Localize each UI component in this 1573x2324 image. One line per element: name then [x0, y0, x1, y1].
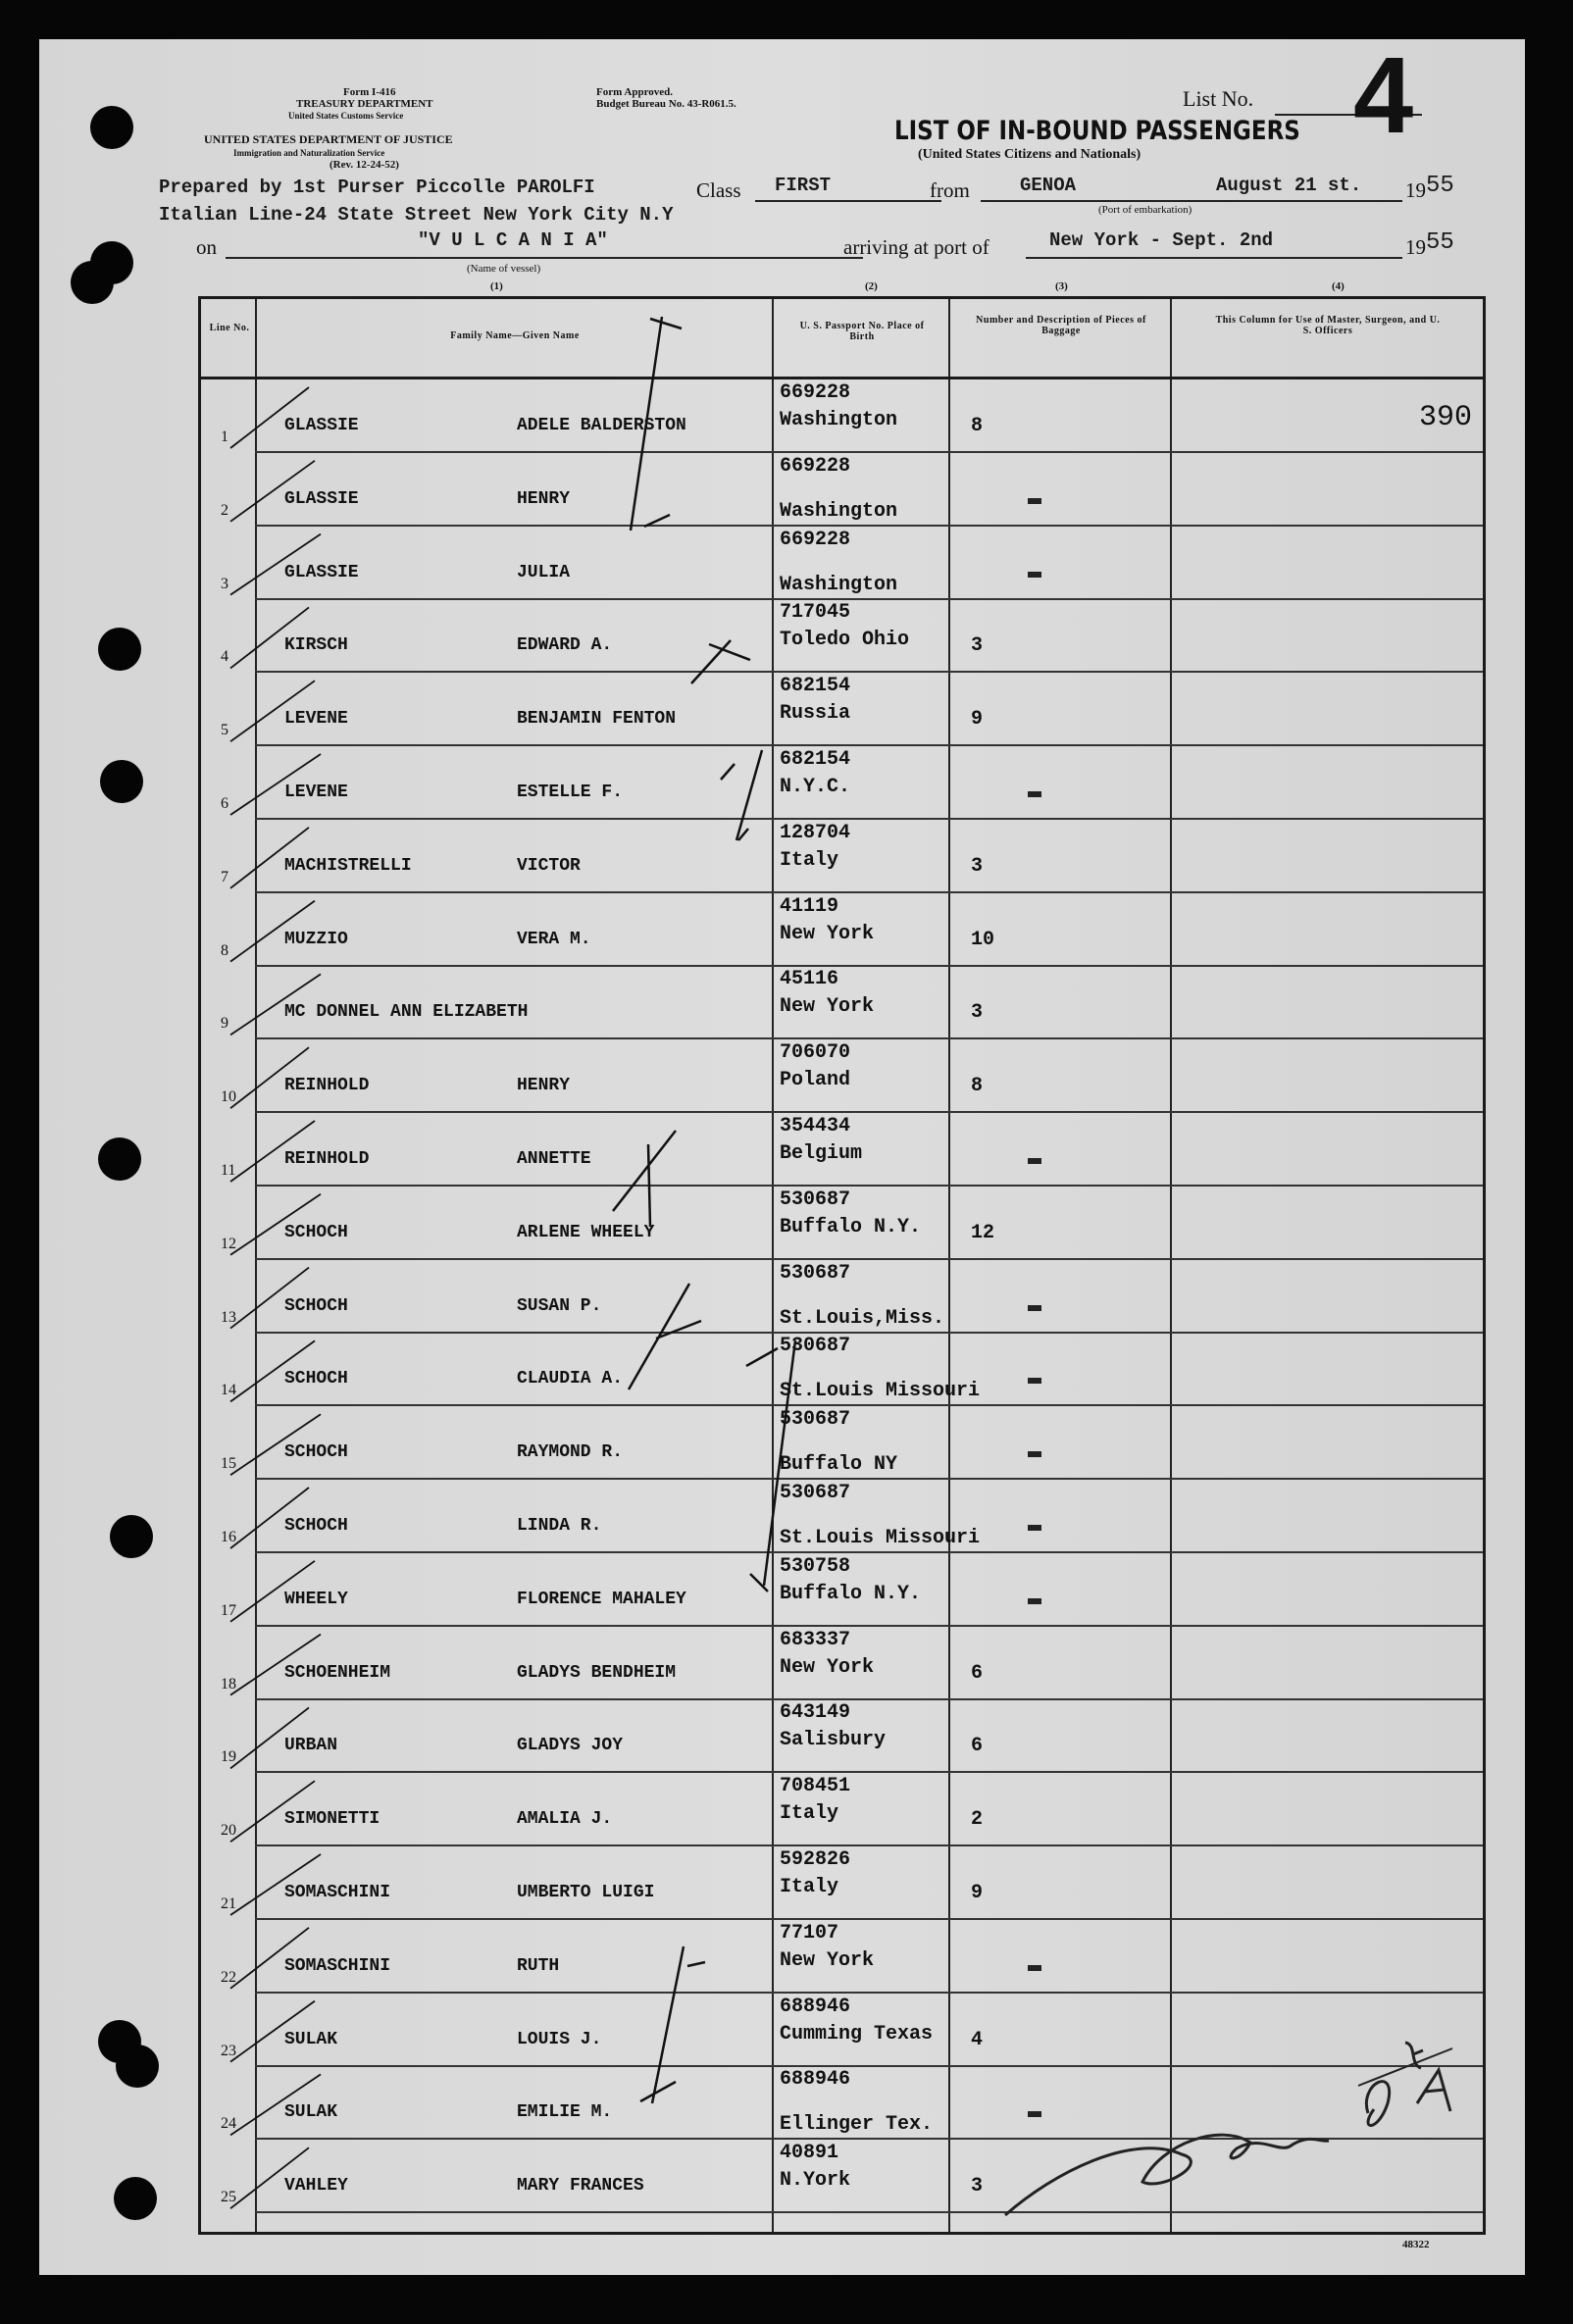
line-number: 5	[221, 722, 228, 739]
class-underline	[755, 200, 941, 202]
binder-hole	[116, 2045, 159, 2088]
family-name: WHEELY	[284, 1589, 348, 1609]
family-name: GLASSIE	[284, 562, 359, 582]
given-name: RUTH	[517, 1955, 560, 1976]
binder-hole	[98, 628, 141, 671]
from-label: from	[930, 178, 970, 202]
family-name: GLASSIE	[284, 416, 359, 435]
place-of-birth: Washington	[780, 409, 898, 431]
passport-number: 592826	[780, 1848, 851, 1871]
baggage-count: 6	[971, 1735, 984, 1758]
place-of-birth: St.Louis,Miss.	[780, 1306, 945, 1330]
line-number: 13	[221, 1308, 236, 1326]
place-of-birth: New York	[780, 995, 875, 1019]
baggage-count: 4	[971, 2028, 984, 2051]
place-of-birth: Italy	[780, 1802, 839, 1826]
given-name: ESTELLE F.	[517, 783, 624, 802]
line-number: 12	[221, 1235, 236, 1252]
line-number: 8	[221, 941, 228, 959]
place-of-birth: Russia	[780, 702, 851, 726]
department-of-justice: UNITED STATES DEPARTMENT OF JUSTICE	[204, 132, 453, 146]
place-of-birth: Poland	[780, 1069, 851, 1092]
budget-bureau: Budget Bureau No. 43-R061.5.	[596, 98, 736, 110]
given-name: ADELE BALDERSTON	[517, 416, 686, 435]
given-name: ANNETTE	[517, 1149, 591, 1169]
passenger-table	[198, 296, 1486, 2235]
baggage-count: 3	[971, 2175, 984, 2198]
family-name: SCHOCH	[284, 1442, 348, 1463]
line-number: 24	[221, 2115, 236, 2133]
family-name: SOMASCHINI	[284, 1883, 391, 1902]
arriving-label: arriving at port of	[843, 235, 989, 259]
form-number: Form I-416	[343, 86, 396, 98]
place-of-birth: St.Louis Missouri	[780, 1527, 981, 1549]
given-name: LOUIS J.	[517, 2029, 602, 2049]
on-label: on	[196, 235, 217, 259]
baggage-count: 8	[971, 1075, 984, 1098]
family-name: SCHOCH	[284, 1516, 348, 1536]
baggage-count: 3	[971, 854, 984, 878]
baggage-count: 2	[971, 1808, 984, 1832]
binder-hole	[90, 241, 133, 284]
given-name: VICTOR	[517, 855, 581, 876]
baggage-count: 12	[971, 1221, 995, 1244]
passport-number: 682154	[780, 675, 851, 698]
list-no-label: List No.	[1183, 86, 1254, 111]
passport-number: 683337	[780, 1628, 851, 1651]
col-num-2: (2)	[865, 280, 878, 292]
from-underline	[981, 200, 1402, 202]
baggage-count: 6	[971, 1661, 984, 1685]
baggage-count: 8	[971, 415, 984, 437]
signature-image	[201, 299, 1483, 2232]
passport-number: 530687	[780, 1408, 851, 1432]
place-of-birth: Toledo Ohio	[780, 629, 910, 652]
vessel-name: "V U L C A N I A"	[418, 229, 608, 251]
family-name: KIRSCH	[284, 635, 348, 656]
binder-hole	[110, 1515, 153, 1558]
place-of-birth: Washington	[780, 573, 898, 596]
passport-number: 682154	[780, 748, 851, 771]
family-name: MACHISTRELLI	[284, 855, 412, 876]
given-name: UMBERTO LUIGI	[517, 1883, 655, 1902]
col-header-name: Family Name—Given Name	[450, 330, 580, 341]
line-number: 9	[221, 1015, 228, 1033]
place-of-birth: New York	[780, 1655, 875, 1679]
family-name: SOMASCHINI	[284, 1955, 391, 1976]
place-of-birth: St.Louis Missouri	[780, 1380, 981, 1403]
passport-number: 40891	[780, 2142, 839, 2165]
passport-number: 717045	[780, 601, 851, 625]
passport-number: 706070	[780, 1041, 851, 1065]
line-number: 11	[221, 1162, 236, 1179]
binder-hole	[114, 2177, 157, 2220]
given-name: VERA M.	[517, 929, 591, 949]
ins-label: Immigration and Naturalization Service	[233, 148, 385, 158]
given-name: HENRY	[517, 488, 571, 509]
manifest-page	[39, 35, 1525, 2275]
place-of-birth: N.York	[780, 2169, 851, 2193]
place-of-birth: Belgium	[780, 1142, 863, 1165]
family-name: SCHOCH	[284, 1295, 348, 1316]
passport-number: 41119	[780, 894, 839, 918]
passport-number: 669228	[780, 454, 851, 478]
line-number: 22	[221, 1968, 236, 1986]
form-footer-number: 48322	[1402, 2239, 1430, 2250]
arrival-underline	[1026, 257, 1402, 259]
place-of-birth: Buffalo NY	[780, 1453, 898, 1477]
family-name: MC DONNEL ANN ELIZABETH	[284, 1002, 529, 1023]
passport-number: 669228	[780, 381, 851, 404]
passport-number: 128704	[780, 821, 851, 844]
given-name: SUSAN P.	[517, 1295, 602, 1316]
passport-number: 530687	[780, 1335, 851, 1358]
family-name: REINHOLD	[284, 1149, 370, 1169]
col-num-3: (3)	[1055, 280, 1068, 292]
given-name: HENRY	[517, 1076, 571, 1096]
line-number: 2	[221, 501, 228, 519]
family-name: SIMONETTI	[284, 1809, 381, 1830]
given-name: GLADYS JOY	[517, 1736, 624, 1756]
treasury-department: TREASURY DEPARTMENT	[296, 98, 433, 110]
col-header-passport: U. S. Passport No. Place of Birth	[799, 321, 925, 342]
given-name: AMALIA J.	[517, 1809, 613, 1830]
passport-number: 688946	[780, 1995, 851, 2018]
family-name: SULAK	[284, 2029, 338, 2049]
official-number: 390	[1419, 401, 1473, 434]
customs-service: United States Customs Service	[288, 111, 404, 121]
prepared-by: Prepared by 1st Purser Piccolle PAROLFI	[159, 177, 595, 198]
vessel-caption: (Name of vessel)	[467, 263, 541, 275]
given-name: RAYMOND R.	[517, 1442, 624, 1463]
year-1-suffix: 55	[1426, 173, 1454, 199]
family-name: LEVENE	[284, 709, 348, 730]
family-name: LEVENE	[284, 783, 348, 802]
baggage-count: 10	[971, 928, 995, 951]
place-of-birth: Buffalo N.Y.	[780, 1582, 922, 1605]
passport-number: 688946	[780, 2068, 851, 2092]
given-name: MARY FRANCES	[517, 2176, 644, 2197]
given-name: EMILIE M.	[517, 2102, 613, 2123]
col-num-1: (1)	[490, 280, 503, 292]
line-number: 19	[221, 1748, 236, 1766]
line-number: 7	[221, 868, 228, 885]
line-number: 6	[221, 795, 228, 812]
line-number: 20	[221, 1822, 236, 1840]
passport-number: 530687	[780, 1482, 851, 1504]
passport-number: 708451	[780, 1775, 851, 1798]
given-name: FLORENCE MAHALEY	[517, 1589, 686, 1609]
manifest-subtitle: (United States Citizens and Nationals)	[918, 147, 1142, 162]
line-number: 4	[221, 648, 228, 666]
family-name: SCHOCH	[284, 1369, 348, 1389]
year-2-suffix: 55	[1426, 229, 1454, 256]
line-number: 16	[221, 1529, 236, 1545]
col-header-line-no: Line No.	[209, 323, 250, 333]
given-name: LINDA R.	[517, 1516, 602, 1536]
passport-number: 530687	[780, 1261, 851, 1285]
place-of-birth: New York	[780, 922, 875, 945]
col-header-officers: This Column for Use of Master, Surgeon, and U. S. Officers	[1215, 315, 1441, 336]
given-name: EDWARD A.	[517, 635, 613, 656]
line-number: 18	[221, 1675, 236, 1692]
line-number: 25	[221, 2189, 236, 2206]
given-name: CLAUDIA A.	[517, 1369, 624, 1389]
place-of-birth: Italy	[780, 848, 839, 872]
place-of-birth: Buffalo N.Y.	[780, 1215, 922, 1238]
year-2: 19	[1405, 235, 1426, 259]
passport-number: 643149	[780, 1701, 851, 1725]
family-name: REINHOLD	[284, 1076, 370, 1096]
arrival-port: New York - Sept. 2nd	[1049, 229, 1274, 251]
family-name: GLASSIE	[284, 488, 359, 509]
passport-number: 669228	[780, 528, 851, 551]
baggage-count: 3	[971, 634, 984, 658]
place-of-birth: Washington	[780, 499, 898, 523]
passport-number: 530687	[780, 1187, 851, 1211]
given-name: BENJAMIN FENTON	[517, 709, 677, 730]
depart-date: August 21 st.	[1216, 175, 1362, 196]
year-1: 19	[1405, 178, 1426, 202]
vessel-underline	[226, 257, 863, 259]
family-name: VAHLEY	[284, 2176, 348, 2197]
line-number: 15	[221, 1455, 236, 1473]
col-num-4: (4)	[1332, 280, 1345, 292]
place-of-birth: Ellinger Tex.	[780, 2113, 934, 2137]
line-number: 3	[221, 575, 228, 592]
passport-number: 530758	[780, 1554, 851, 1578]
line-number: 21	[221, 1895, 236, 1912]
line-number: 1	[221, 429, 228, 445]
col-header-baggage: Number and Description of Pieces of Baggage	[976, 315, 1146, 336]
baggage-count: 3	[971, 1001, 984, 1025]
given-name: JULIA	[517, 562, 571, 582]
place-of-birth: Italy	[780, 1876, 839, 1898]
line-number: 14	[221, 1382, 236, 1399]
place-of-birth: N.Y.C.	[780, 776, 851, 798]
family-name: SCHOCH	[284, 1222, 348, 1242]
family-name: SULAK	[284, 2102, 338, 2123]
form-approved: Form Approved.	[596, 86, 674, 98]
place-of-birth: Salisbury	[780, 1729, 887, 1752]
port-embarkation-caption: (Port of embarkation)	[1098, 204, 1192, 216]
binder-hole	[90, 106, 133, 149]
place-of-birth: New York	[780, 1948, 875, 1972]
revision-date: (Rev. 12-24-52)	[330, 159, 399, 171]
given-name: ARLENE WHEELY	[517, 1222, 655, 1242]
family-name: URBAN	[284, 1736, 338, 1756]
baggage-count: 9	[971, 708, 984, 732]
class-value: FIRST	[775, 175, 832, 196]
class-label: Class	[696, 178, 741, 202]
binder-hole	[98, 1137, 141, 1181]
family-name: SCHOENHEIM	[284, 1662, 391, 1683]
passport-number: 77107	[780, 1921, 839, 1945]
family-name: MUZZIO	[284, 929, 348, 949]
from-port: GENOA	[1020, 175, 1077, 196]
line-number: 10	[221, 1088, 236, 1106]
given-name: GLADYS BENDHEIM	[517, 1662, 677, 1683]
manifest-title: LIST OF IN-BOUND PASSENGERS	[894, 116, 1300, 146]
passport-number: 354434	[780, 1115, 851, 1137]
passport-number: 45116	[780, 968, 839, 991]
baggage-count: 9	[971, 1882, 984, 1904]
line-number: 17	[221, 1601, 236, 1619]
place-of-birth: Cumming Texas	[780, 2022, 934, 2046]
binder-hole	[100, 760, 143, 803]
line-number: 23	[221, 2042, 236, 2059]
list-number: 4	[1353, 35, 1414, 156]
prepared-by-address: Italian Line-24 State Street New York City N.Y	[159, 204, 674, 226]
